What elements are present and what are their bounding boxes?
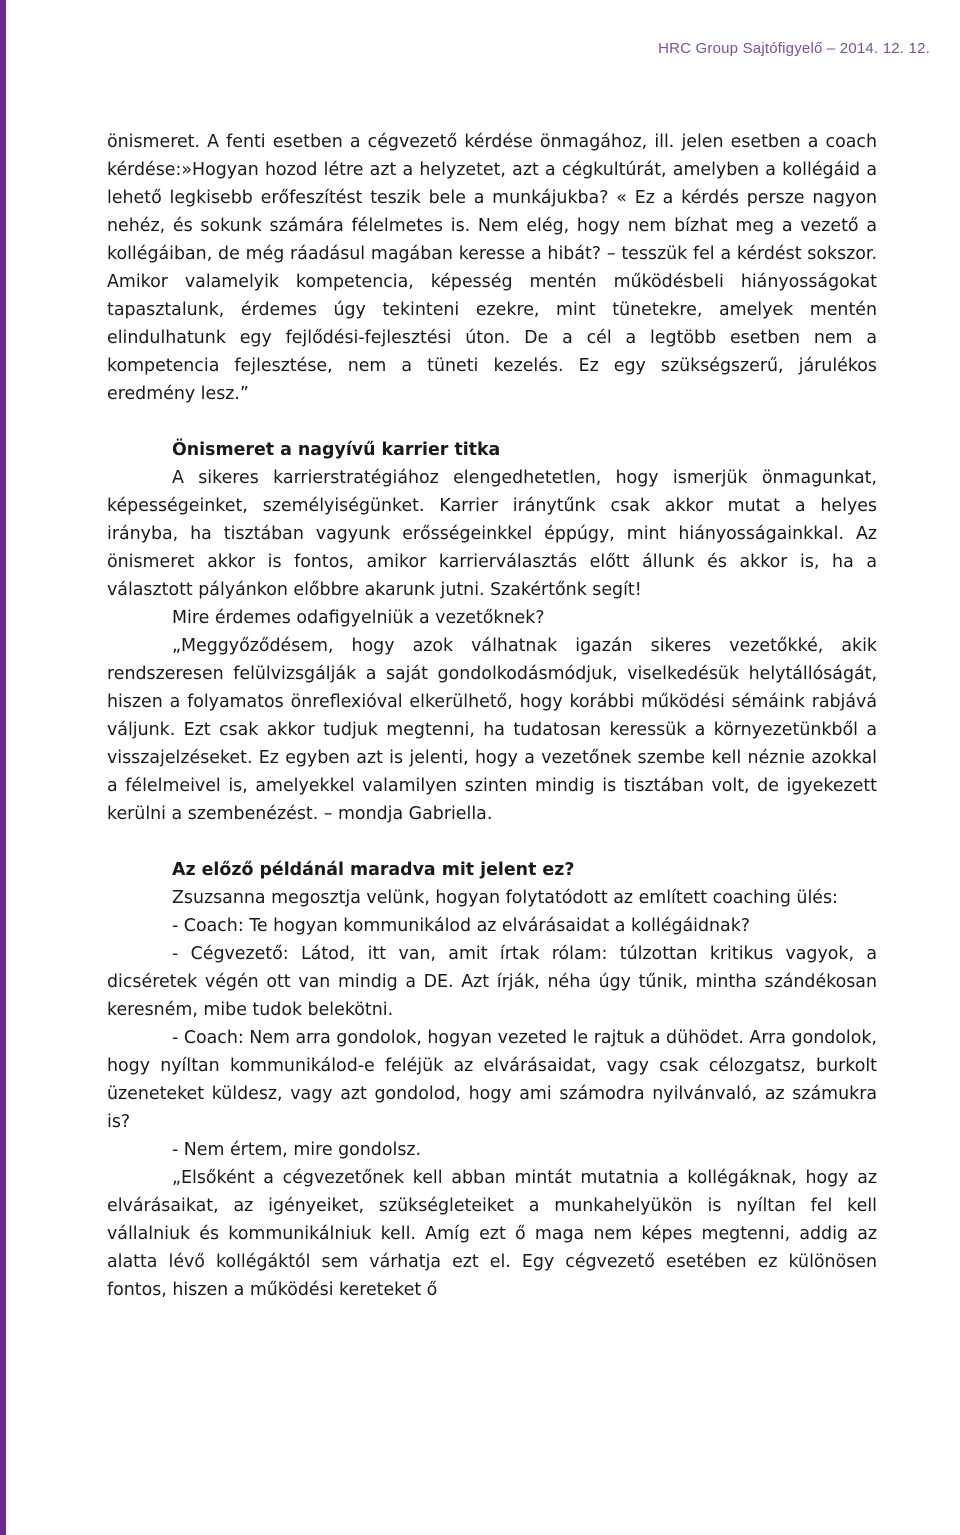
paragraph-quote-first: „Elsőként a cégvezetőnek kell abban mintát mutatnia a kollégáknak, hogy az elvárásaikat, az igényeiket, szükségleteiket a munkahelyükön is nyíltan fel kell vállalniuk és kommunikálniuk kell. Amíg ezt ő maga nem képes megtenni, addig az alatta lévő kollégáktól sem várhatja ezt el. Egy cégvezető esetében ez különösen fontos, hiszen a működési kereteket ő (107, 1168, 877, 1300)
spacer (107, 408, 877, 436)
dialogue-line-coach-1: - Coach: Te hogyan kommunikálod az elvárásaidat a kollégáidnak? (172, 916, 750, 936)
article-body (107, 128, 877, 1304)
paragraph-quote-gabriella: „Meggyőződésem, hogy azok válhatnak igazán sikeres vezetőkké, akik rendszeresen felülvizsgálják a saját gondolkodásmódjuk, viselkedésük helytállóságát, hiszen a folyamatos önreflexióval elkerülhető, hogy korábbi működési sémáink rabjává váljunk. Ezt csak akkor tudjuk megtenni, ha tudatosan keressük a környezetünkből a visszajelzéseket. Ez egyben azt is jelenti, hogy a vezetőnek szembe kell néznie azokkal a félelmeivel is, amelyekkel valamilyen szinten mindig is tisztában volt, de igyekezett kerülni a szembenézést. – mondja Gabriella. (107, 636, 877, 824)
dialogue-line-coach-2: - Coach: Nem arra gondolok, hogyan vezeted le rajtuk a dühödet. Arra gondolok, hogy nyíltan kommunikálod-e feléjük az elvárásaidat, vagy csak célozgatsz, burkolt üzeneteket küldesz, vagy azt gondolod, hogy ami számodra nyilvánvaló, az számukra is? (107, 1028, 877, 1132)
page-header: HRC Group Sajtófigyelő – 2014. 12. 12. (658, 40, 930, 57)
dialogue-line-ceo-2: - Nem értem, mire gondolsz. (172, 1140, 422, 1160)
paragraph-intro: önismeret. A fenti esetben a cégvezető kérdése önmagához, ill. jelen esetben a coach kérdése:»Hogyan hozod létre azt a helyzetet, azt a cégkultúrát, amelyben a kollégáid a lehető legkisebb erőfeszítést teszik bele a munkájukba? « Ez a kérdés persze nagyon nehéz, és sokunk számára félelmetes is. Nem elég, hogy nem bízhat meg a vezető a kollégáiban, de még ráadásul magában keresse a hibát? – tesszük fel a kérdést sokszor. Amikor valamelyik kompetencia, képesség mentén működésbeli hiányosságokat tapasztalunk, érdemes úgy tekinteni ezekre, mint tünetekre, amelyek mentén elindulhatunk egy fejlődési-fejlesztési úton. De a cél a legtöbb esetben nem a kompetencia fejlesztése, nem a tüneti kezelés. Ez egy szükségszerű, járulékos eredmény lesz.” (107, 132, 877, 404)
section-heading-self-knowledge: Önismeret a nagyívű karrier titka (172, 440, 501, 460)
section-heading-example: Az előző példánál maradva mit jelent ez? (172, 860, 575, 880)
paragraph-career-strategy: A sikeres karrierstratégiához elengedhetetlen, hogy ismerjük önmagunkat, képességeinket, személyiségünket. Karrier iránytűnk csak akkor mutat a helyes irányba, ha tisztában vagyunk erősségeinkkel éppúgy, mint hiányosságainkkal. Az önismeret akkor is fontos, amikor karrierválasztás előtt állunk és akkor is, ha a választott pályánkon előbbre akarunk jutni. Szakértőnk segít! (107, 468, 877, 600)
spacer (107, 828, 877, 856)
paragraph-coaching-intro: Zsuzsanna megosztja velünk, hogyan folytatódott az említett coaching ülés: (172, 888, 838, 908)
paragraph-question: Mire érdemes odafigyelniük a vezetőknek? (172, 608, 545, 628)
left-accent-bar (0, 0, 6, 1535)
dialogue-line-ceo-1: - Cégvezető: Látod, itt van, amit írtak rólam: túlzottan kritikus vagyok, a dicséretek végén ott van mindig a DE. Azt írják, néha úgy tűnik, mintha szándékosan keresném, mibe tudok belekötni. (107, 944, 877, 1020)
